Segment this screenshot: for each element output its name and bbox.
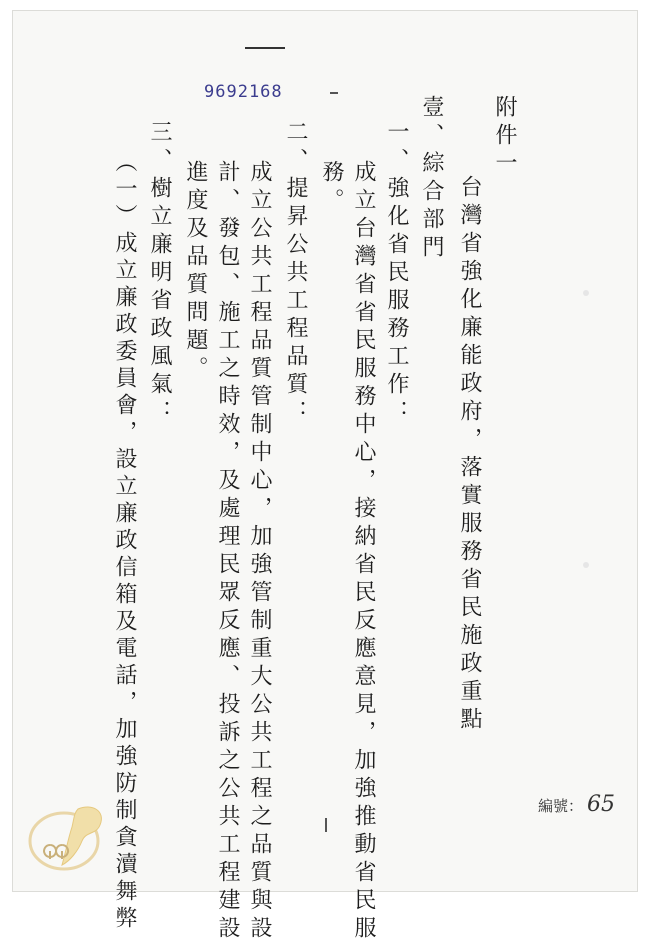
section-heading: 壹、綜合部門 [419, 95, 444, 263]
stray-mark [330, 92, 338, 94]
item-heading: 一、強化省民服務工作： [384, 120, 409, 428]
document-title: 台灣省強化廉能政府，落實服務省民施政重點 [457, 175, 482, 735]
archive-logo-icon [20, 795, 120, 875]
stray-mark [325, 818, 327, 832]
body-line: 成立公共工程品質管制中心，加強管制重大公共工程之品質與設 [247, 160, 272, 944]
body-line: 成立台灣省省民服務中心，接納省民反應意見，加強推動省民服 [351, 160, 376, 944]
body-line: 進度及品質問題。 [183, 160, 208, 384]
top-dash-mark [245, 47, 285, 49]
body-line: 計、發包、施工之時效，及處理民眾反應、投訴之公共工程建設 [215, 160, 240, 944]
item-heading: 三、樹立廉明省政風氣： [147, 120, 172, 428]
document-page [12, 10, 638, 892]
body-line: 務。 [319, 160, 344, 216]
page-stamp [538, 792, 615, 817]
paper-spot [583, 562, 589, 568]
paper-spot [583, 290, 589, 296]
page-number: 65 [587, 792, 616, 817]
sub-item-line: （一）成立廉政委員會，設立廉政信箱及電話，加強防制貪瀆舞弊 [112, 150, 137, 933]
item-heading: 二、提昇公共工程品質： [283, 120, 308, 428]
attachment-label: 附件一 [492, 95, 517, 179]
page-stamp-label: 編號： [538, 797, 584, 815]
document-number: 9692168 [204, 82, 283, 102]
